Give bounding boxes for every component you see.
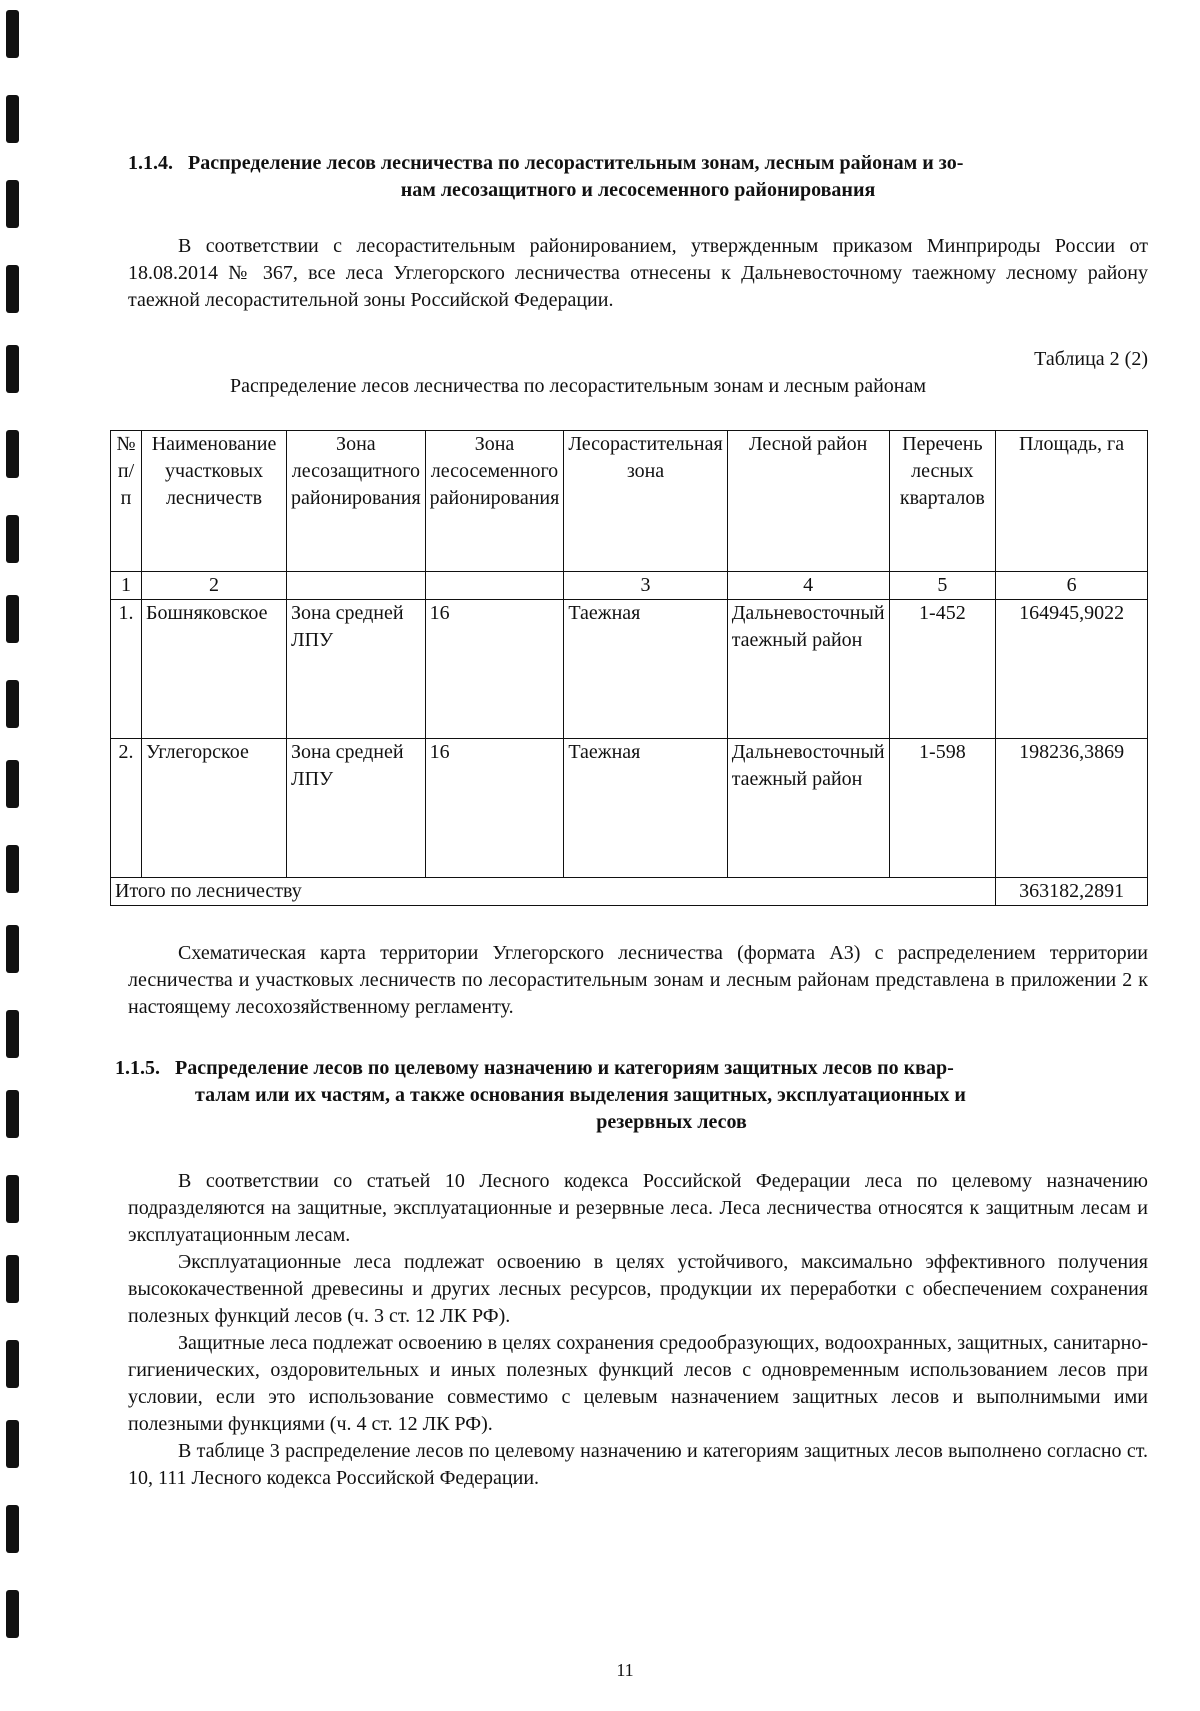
row-name: Углегорское	[142, 739, 287, 878]
section-115-title-line2: талам или их частям, а также основания выделения защитных, эксплуатационных и	[195, 1084, 966, 1106]
row-district: Дальневосточный таежный район	[727, 739, 889, 878]
row-area: 164945,9022	[996, 600, 1148, 739]
section-114-paragraph: В соответствии с лесорастительным районированием, утвержденным приказом Минприроды России от 18.08.2014 № 367, все леса Углегорского лесничества отнесены к Дальневосточному таежному лесному району таежной лесорастительной зоны Российской Федерации.	[128, 235, 1148, 311]
section-115-paragraph: Эксплуатационные леса подлежат освоению в целях устойчивого, максимально эффективного получения высококачественной древесины и других лесных ресурсов, продукции их переработки с обеспечением сохранения полезных функций лесов (ч. 3 ст. 12 ЛК РФ).	[128, 1251, 1148, 1327]
binding-hole	[6, 345, 19, 393]
section-115-paragraph: В соответствии со статьей 10 Лесного кодекса Российской Федерации леса по целевому назначению подразделяются на защитные, эксплуатационные и резервные леса. Леса лесничества относятся к защитным лесам и эксплуатационным лесам.	[128, 1170, 1148, 1246]
total-area: 363182,2891	[996, 878, 1148, 906]
row-veg-zone: Таежная	[564, 739, 727, 878]
col-number: 5	[889, 572, 996, 600]
row-veg-zone: Таежная	[564, 600, 727, 739]
col-number	[425, 572, 564, 600]
binding-hole	[6, 845, 19, 893]
row-quarters: 1-452	[889, 600, 996, 739]
binding-hole	[6, 760, 19, 808]
row-num: 2.	[111, 739, 142, 878]
total-label: Итого по лесничеству	[111, 878, 996, 906]
binding-hole	[6, 95, 19, 143]
col-number: 4	[727, 572, 889, 600]
section-115-heading	[115, 1055, 1148, 1136]
binding-hole	[6, 430, 19, 478]
section-114-title-line1: Распределение лесов лесничества по лесорастительным зонам, лесным районам и зо-	[188, 152, 964, 174]
header-quarters: Перечень лесных кварталов	[889, 431, 996, 572]
header-protect-zone: Зона лесозащитного районирования	[287, 431, 426, 572]
row-seed-zone: 16	[425, 739, 564, 878]
header-district: Лесной район	[727, 431, 889, 572]
binding-hole	[6, 1420, 19, 1468]
col-number: 6	[996, 572, 1148, 600]
section-114-number: 1.1.4.	[128, 152, 173, 174]
binding-hole	[6, 1175, 19, 1223]
row-protect-zone: Зона средней ЛПУ	[287, 600, 426, 739]
row-area: 198236,3869	[996, 739, 1148, 878]
forest-zones-table	[110, 430, 1148, 906]
header-name: Наименование участковых лесничеств	[142, 431, 287, 572]
row-district: Дальневосточный таежный район	[727, 600, 889, 739]
binding-hole	[6, 265, 19, 313]
section-114-title-line2: нам лесозащитного и лесосеменного районирования	[400, 179, 876, 201]
section-115-title-line3: резервных лесов	[596, 1111, 747, 1133]
binding-hole	[6, 1505, 19, 1553]
binding-hole	[6, 680, 19, 728]
col-number	[287, 572, 426, 600]
table-total-row	[111, 878, 1148, 906]
col-number: 2	[142, 572, 287, 600]
section-115-title-line1: Распределение лесов по целевому назначению и категориям защитных лесов по квар-	[175, 1057, 954, 1079]
binding-strip	[6, 0, 28, 1711]
binding-hole	[6, 1010, 19, 1058]
binding-hole	[6, 515, 19, 563]
section-114-heading	[128, 150, 1148, 204]
binding-hole	[6, 595, 19, 643]
binding-hole	[6, 180, 19, 228]
table-row	[111, 600, 1148, 739]
header-num: № п/п	[111, 431, 142, 572]
binding-hole	[6, 1255, 19, 1303]
page-number: 11	[616, 1660, 634, 1680]
binding-hole	[6, 925, 19, 973]
table-row	[111, 739, 1148, 878]
header-veg-zone: Лесорастительная зона	[564, 431, 727, 572]
row-quarters: 1-598	[889, 739, 996, 878]
section-115-paragraph: В таблице 3 распределение лесов по целевому назначению и категориям защитных лесов выполнено согласно ст. 10, 111 Лесного кодекса Российской Федерации.	[128, 1440, 1148, 1489]
table-caption: Распределение лесов лесничества по лесорастительным зонам и лесным районам	[230, 375, 927, 397]
col-number: 3	[564, 572, 727, 600]
binding-hole	[6, 1090, 19, 1138]
header-seed-zone: Зона лесосеменного районирования	[425, 431, 564, 572]
col-number: 1	[111, 572, 142, 600]
header-area: Площадь, га	[996, 431, 1148, 572]
section-115-paragraph: Защитные леса подлежат освоению в целях сохранения средообразующих, водоохранных, защитных, санитарно-гигиенических, оздоровительных и иных полезных функций лесов с одновременным использованием лесов при условии, если это использование совместимо с целевым назначением защитных лесов и выполнимыми ими полезными функциями (ч. 4 ст. 12 ЛК РФ).	[128, 1332, 1148, 1435]
row-num: 1.	[111, 600, 142, 739]
binding-hole	[6, 1340, 19, 1388]
table-column-numbers-row	[111, 572, 1148, 600]
table-header-row	[111, 431, 1148, 572]
binding-hole	[6, 10, 19, 58]
row-protect-zone: Зона средней ЛПУ	[287, 739, 426, 878]
row-name: Бошняковское	[142, 600, 287, 739]
map-paragraph: Схематическая карта территории Углегорского лесничества (формата А3) с распределением территории лесничества и участковых лесничеств по лесорастительным зонам и лесным районам представлена в приложении 2 к настоящему лесохозяйственному регламенту.	[128, 942, 1148, 1018]
binding-hole	[6, 1590, 19, 1638]
section-115-number: 1.1.5.	[115, 1057, 160, 1079]
row-seed-zone: 16	[425, 600, 564, 739]
table-label: Таблица 2 (2)	[1034, 348, 1148, 370]
